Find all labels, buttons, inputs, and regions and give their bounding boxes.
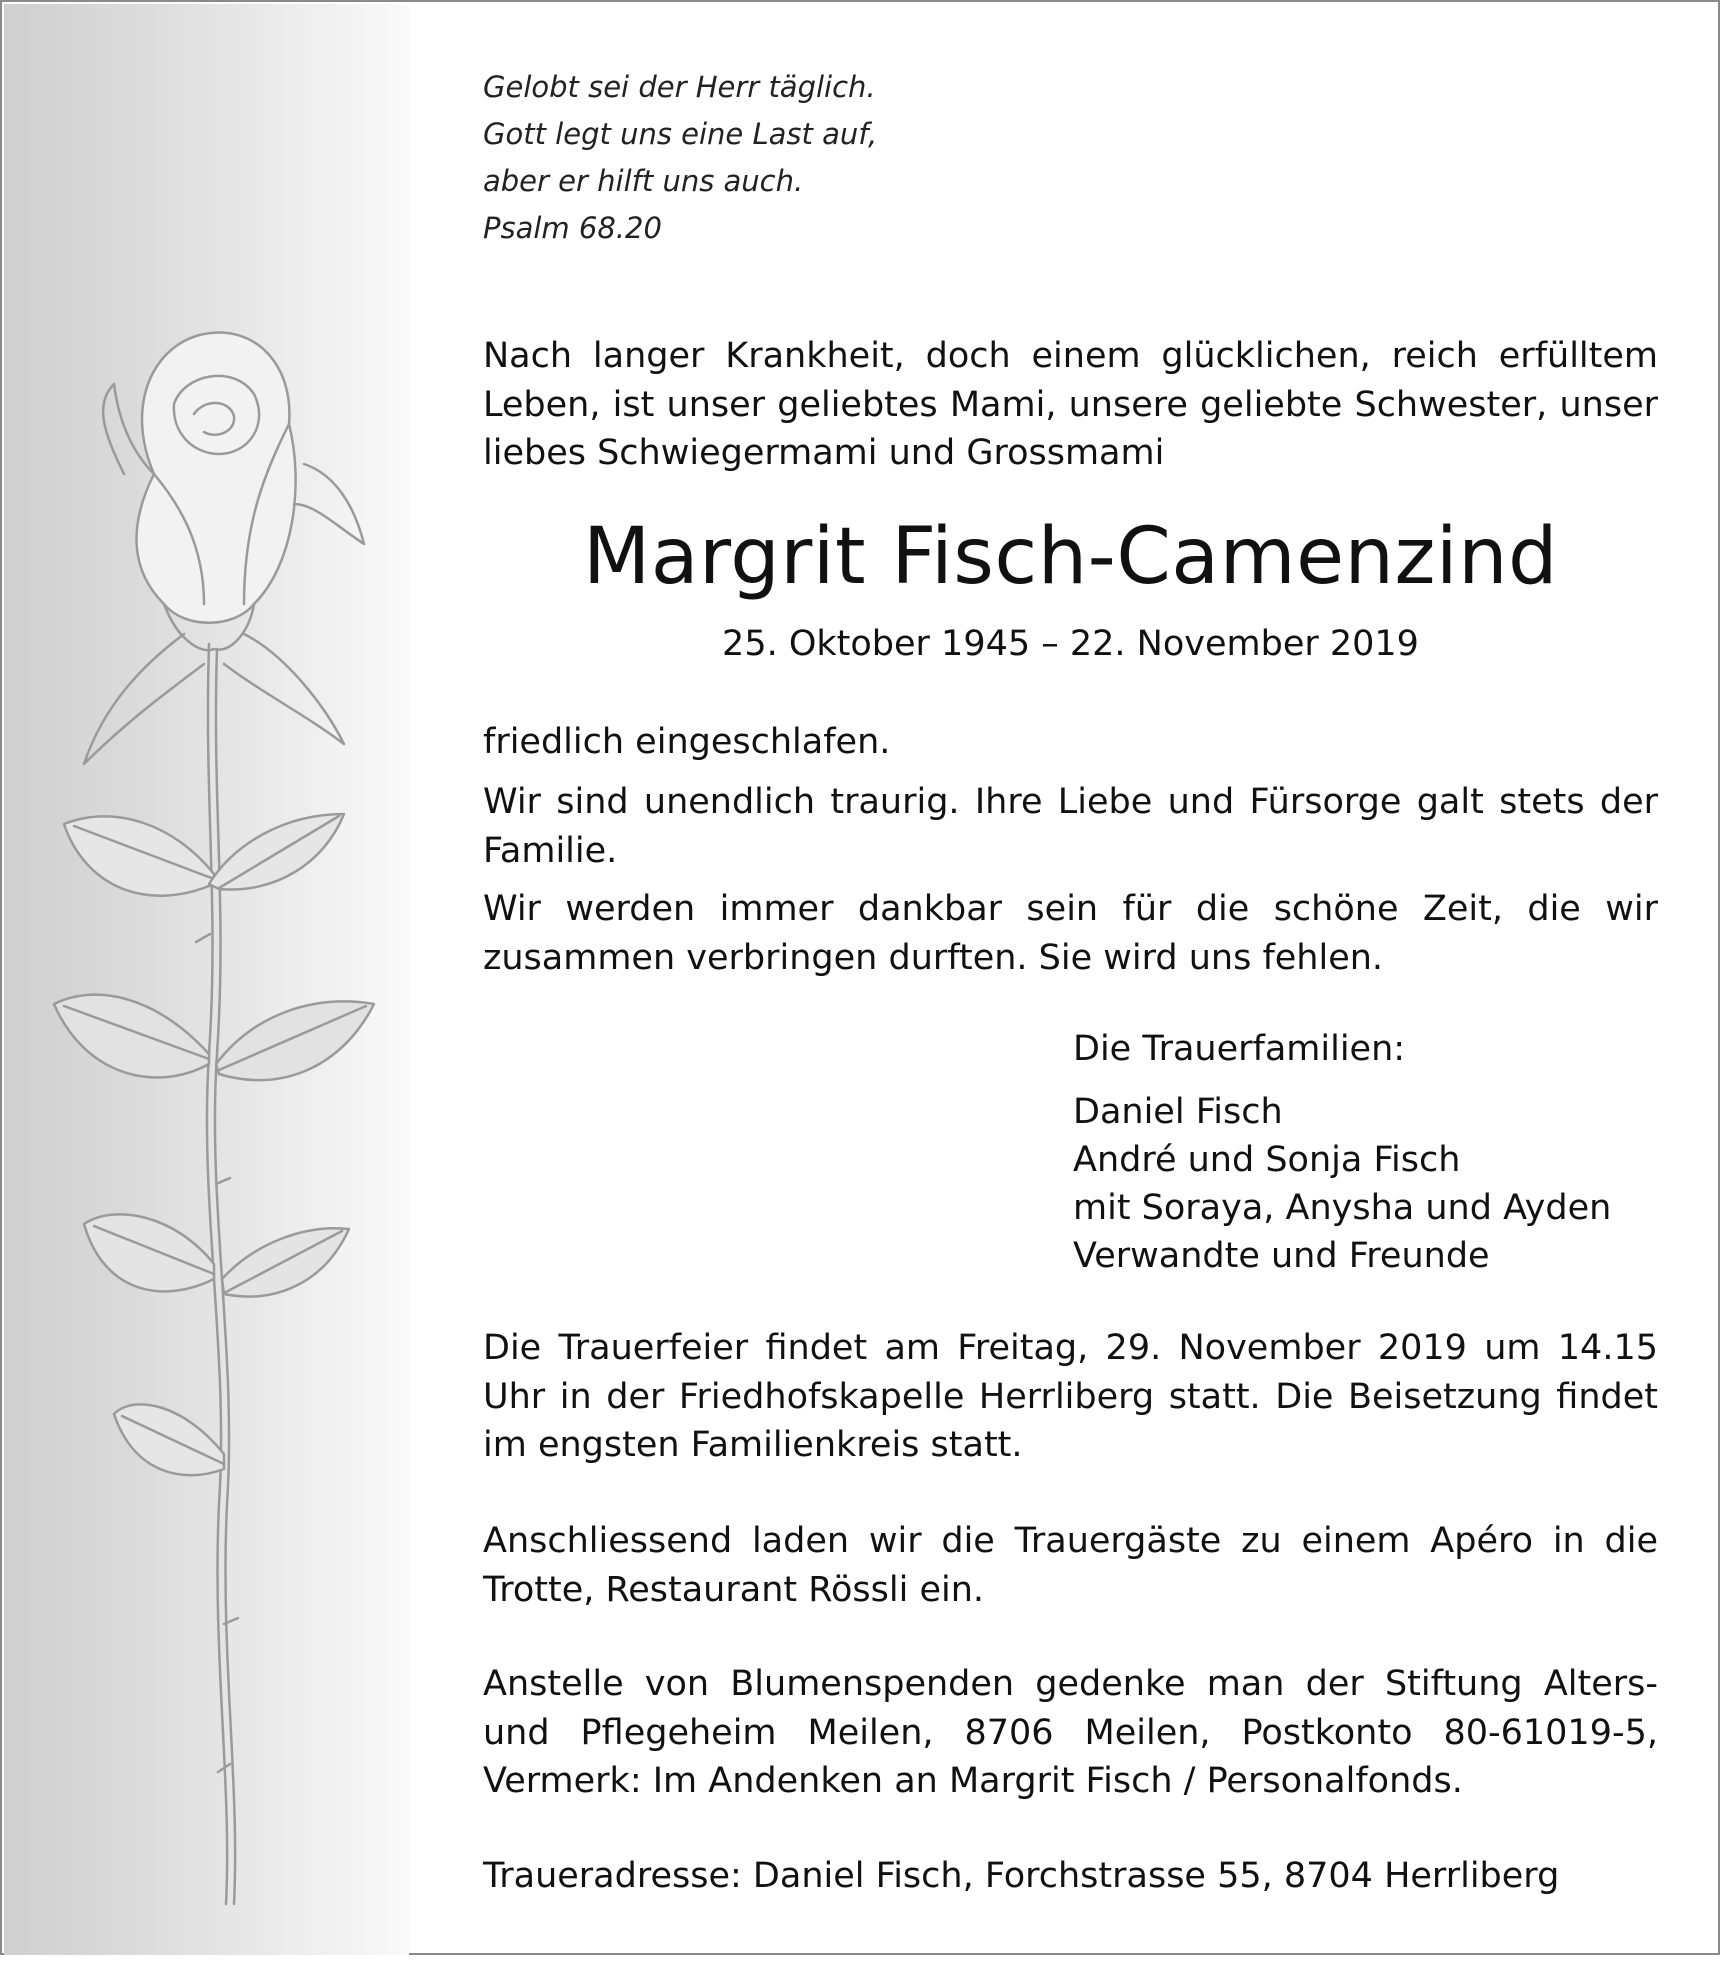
psalm-line: Gelobt sei der Herr täglich.	[483, 70, 876, 104]
family-member: André und Sonja Fisch	[1073, 1140, 1461, 1180]
rose-icon	[4, 4, 409, 1955]
life-dates: 25. Oktober 1945 – 22. November 2019	[722, 624, 1419, 664]
intro-text: Nach langer Krankheit, doch einem glücklichen, reich erfülltem Leben, ist unser geliebtes Mami, unsere geliebte Schwester, unser liebes Schwiegermami und Grossmami	[483, 336, 1658, 473]
mourning-families	[1073, 1025, 1611, 1280]
deceased-name: Margrit Fisch-Camenzind	[582, 512, 1559, 602]
rose-illustration	[4, 4, 409, 1955]
gratitude-text: Wir werden immer dankbar sein für die schöne Zeit, die wir zusammen verbringen durften. Sie wird uns fehlen.	[483, 889, 1658, 978]
sadness-text: Wir sind unendlich traurig. Ihre Liebe und Fürsorge galt stets der Familie.	[483, 782, 1658, 871]
family-member: Verwandte und Freunde	[1073, 1236, 1490, 1276]
psalm-reference: Psalm 68.20	[483, 211, 662, 245]
service-info: Die Trauerfeier findet am Freitag, 29. November 2019 um 14.15 Uhr in der Friedhofskapelle Herrliberg statt. Die Beisetzung findet im engsten Familienkreis statt.	[483, 1328, 1658, 1465]
family-member: Daniel Fisch	[1073, 1092, 1283, 1132]
family-member: mit Soraya, Anysha und Ayden	[1073, 1188, 1612, 1228]
psalm-line: Gott legt uns eine Last auf,	[483, 117, 878, 151]
psalm-quote	[483, 64, 877, 252]
psalm-line: aber er hilft uns auch.	[483, 164, 804, 198]
passed-text: friedlich eingeschlafen.	[483, 722, 891, 762]
mourning-address: Traueradresse: Daniel Fisch, Forchstrasse 55, 8704 Herrliberg	[483, 1856, 1560, 1896]
apero-info: Anschliessend laden wir die Trauergäste zu einem Apéro in die Trotte, Restaurant Rössli ein.	[483, 1521, 1658, 1610]
donation-info: Anstelle von Blumenspenden gedenke man der Stiftung Alters- und Pflegeheim Meilen, 8706 Meilen, Postkonto 80-61019-5, Vermerk: Im Andenken an Margrit Fisch / Personalfonds.	[483, 1664, 1658, 1801]
families-heading: Die Trauerfamilien:	[1073, 1029, 1406, 1069]
